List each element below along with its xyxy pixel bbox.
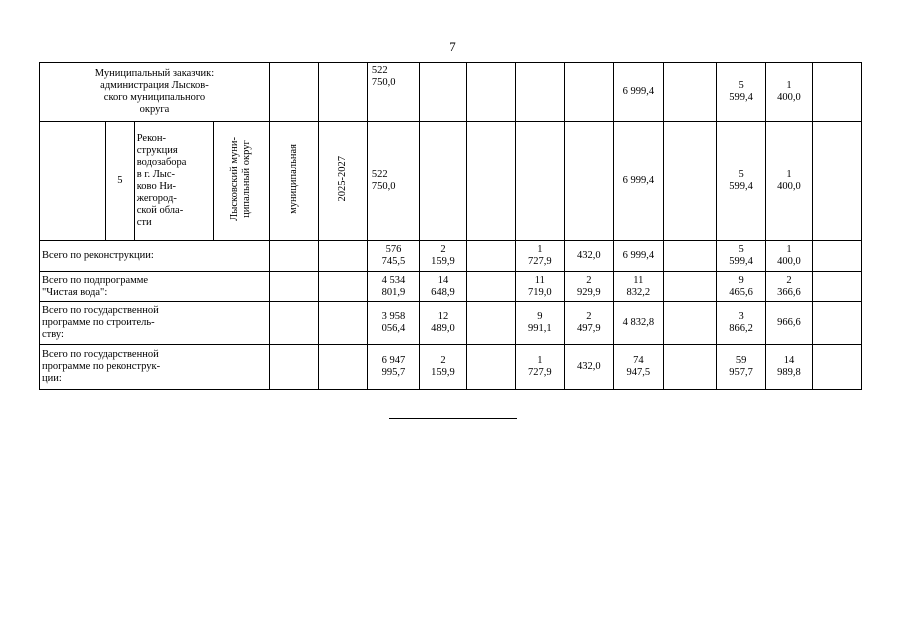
gp-recon-v2: 2 159,9 [420,345,467,390]
table-row [40,241,862,272]
customer-v10: 1 400,0 [766,63,813,122]
gp-recon-label: Всего по государственной программе по реконструк- ции: [40,345,270,390]
object-v9: 5 599,4 [717,122,766,241]
page-number: 7 [449,39,456,54]
budget-table [39,62,862,390]
gp-recon-v5: 432,0 [564,345,613,390]
gp-build-v2: 12 489,0 [420,302,467,345]
gp-build-v9: 3 866,2 [717,302,766,345]
gp-build-v10: 966,6 [766,302,813,345]
object-location: Лысковский муни- ципальный округ [229,137,253,221]
recon-total-value: 576 745,5 [367,241,419,272]
customer-v9: 5 599,4 [717,63,766,122]
object-name: Рекон- струкция водозабора в г. Лыс- ково Ни- жегород- ской обла- сти [134,122,213,241]
recon-v4: 1 727,9 [515,241,564,272]
customer-v7: 6 999,4 [613,63,663,122]
object-period: 2025-2027 [336,156,348,202]
sub-v10: 2 366,6 [766,272,813,302]
gp-recon-v9: 59 957,7 [717,345,766,390]
separator-line [389,418,517,419]
recon-v7: 6 999,4 [613,241,663,272]
table-row [40,63,862,122]
object-v10: 1 400,0 [766,122,813,241]
gp-recon-value: 6 947 995,7 [367,345,419,390]
object-ownership: муниципальная [287,144,299,214]
table-row [40,122,862,241]
table-row [40,272,862,302]
table-row [40,345,862,390]
sub-v5: 2 929,9 [564,272,613,302]
gp-build-v7: 4 832,8 [613,302,663,345]
object-v7: 6 999,4 [613,122,663,241]
gp-recon-v7: 74 947,5 [613,345,663,390]
gp-build-value: 3 958 056,4 [367,302,419,345]
customer-total: 522 750,0 [367,63,419,122]
gp-recon-v10: 14 989,8 [766,345,813,390]
sub-v2: 14 648,9 [420,272,467,302]
object-total: 522 750,0 [367,122,419,241]
gp-recon-v4: 1 727,9 [515,345,564,390]
recon-v2: 2 159,9 [420,241,467,272]
recon-v9: 5 599,4 [717,241,766,272]
sub-v7: 11 832,2 [613,272,663,302]
gp-build-label: Всего по государственной программе по строитель- ству: [40,302,270,345]
gp-build-v4: 9 991,1 [515,302,564,345]
recon-v5: 432,0 [564,241,613,272]
sub-total-value: 4 534 801,9 [367,272,419,302]
sub-v9: 9 465,6 [717,272,766,302]
object-number: 5 [106,122,135,241]
recon-total-label: Всего по реконструкции: [40,241,270,272]
table-row [40,302,862,345]
gp-build-v5: 2 497,9 [564,302,613,345]
customer-label: Муниципальный заказчик: администрация Лысков- ского муниципального округа [40,63,270,122]
sub-total-label: Всего по подпрограмме "Чистая вода": [40,272,270,302]
sub-v4: 11 719,0 [515,272,564,302]
recon-v10: 1 400,0 [766,241,813,272]
